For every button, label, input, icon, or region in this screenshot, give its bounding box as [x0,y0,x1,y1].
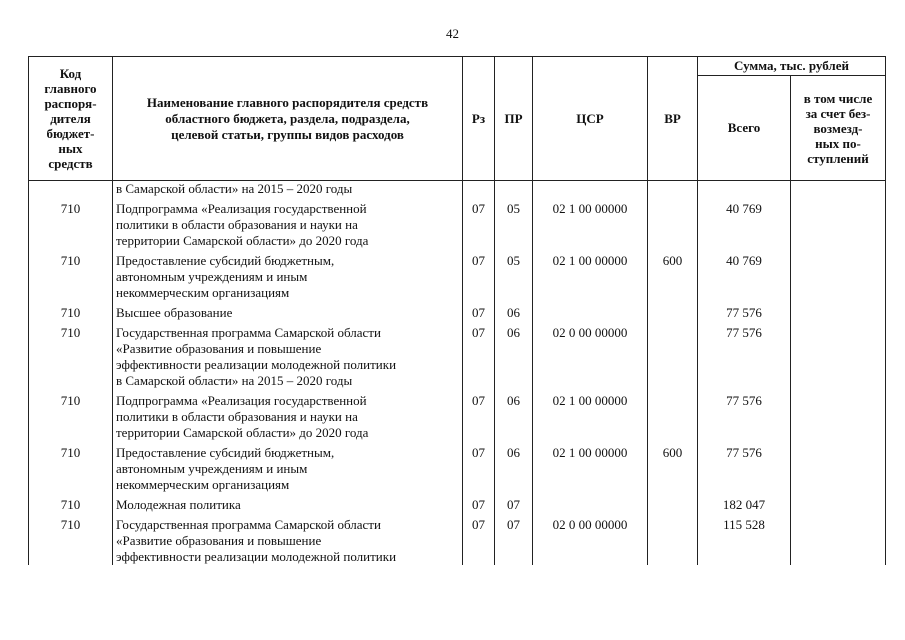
row-code: 710 [29,441,113,493]
row-vr [648,301,698,321]
row-total: 182 047 [698,493,791,513]
row-pr: 06 [495,389,533,441]
row-code: 710 [29,249,113,301]
row-code: 710 [29,197,113,249]
header-name: Наименование главного распорядителя средств областного бюджета, раздела, подраздела, целевой статьи, группы видов расходов [113,57,463,181]
row-pr: 06 [495,441,533,493]
row-total: 77 576 [698,389,791,441]
header-vr: ВР [648,57,698,181]
budget-table [28,56,886,565]
row-pr: 05 [495,197,533,249]
table-row [29,389,886,441]
row-incl [791,493,886,513]
row-incl [791,389,886,441]
row-incl [791,301,886,321]
row-pr: 07 [495,513,533,565]
header-sum: Сумма, тыс. рублей [698,57,886,76]
row-vr: 600 [648,441,698,493]
table-row [29,249,886,301]
row-incl [791,441,886,493]
continuation-text: в Самарской области» на 2015 – 2020 годы [113,181,463,198]
row-pr: 06 [495,321,533,389]
row-vr [648,197,698,249]
row-pr: 05 [495,249,533,301]
header-rz: Рз [463,57,495,181]
row-name: Предоставление субсидий бюджетным, автономным учреждениям и иным некоммерческим организациям [113,249,463,301]
table-row [29,493,886,513]
row-vr [648,493,698,513]
row-csr: 02 1 00 00000 [533,441,648,493]
row-csr: 02 1 00 00000 [533,249,648,301]
row-incl [791,249,886,301]
row-rz: 07 [463,197,495,249]
row-incl [791,321,886,389]
row-rz: 07 [463,321,495,389]
row-total: 40 769 [698,249,791,301]
row-rz: 07 [463,493,495,513]
row-vr: 600 [648,249,698,301]
row-vr [648,389,698,441]
row-rz: 07 [463,513,495,565]
row-code: 710 [29,301,113,321]
row-pr: 06 [495,301,533,321]
header-incl: в том числе за счет без- возмезд- ных по- ступлений [791,76,886,181]
row-vr [648,321,698,389]
row-total: 77 576 [698,301,791,321]
header-code: Код главного распоря- дителя бюджет- ных средств [29,57,113,181]
row-name: Подпрограмма «Реализация государственной политики в области образования и науки на территории Самарской области» до 2020 года [113,389,463,441]
row-name: Высшее образование [113,301,463,321]
row-vr [648,513,698,565]
row-name: Предоставление субсидий бюджетным, автономным учреждениям и иным некоммерческим организациям [113,441,463,493]
row-csr: 02 0 00 00000 [533,513,648,565]
table-row [29,321,886,389]
row-rz: 07 [463,389,495,441]
header-pr: ПР [495,57,533,181]
table-row [29,301,886,321]
row-rz: 07 [463,441,495,493]
table-row [29,513,886,565]
row-incl [791,513,886,565]
page-number: 42 [446,26,459,41]
row-pr: 07 [495,493,533,513]
row-total: 77 576 [698,441,791,493]
row-csr [533,493,648,513]
row-name: Молодежная политика [113,493,463,513]
continuation-row [29,181,886,198]
row-csr: 02 1 00 00000 [533,197,648,249]
row-name: Государственная программа Самарской области «Развитие образования и повышение эффективности реализации молодежной политики в Самарской области» на 2015 – 2020 годы [113,321,463,389]
table-row [29,197,886,249]
row-name: Государственная программа Самарской области «Развитие образования и повышение эффективности реализации молодежной политики [113,513,463,565]
row-csr: 02 0 00 00000 [533,321,648,389]
row-code: 710 [29,389,113,441]
header-csr: ЦСР [533,57,648,181]
header-total: Всего [698,76,791,181]
row-rz: 07 [463,301,495,321]
row-total: 40 769 [698,197,791,249]
row-code: 710 [29,321,113,389]
row-rz: 07 [463,249,495,301]
row-incl [791,197,886,249]
row-csr: 02 1 00 00000 [533,389,648,441]
row-total: 77 576 [698,321,791,389]
table-row [29,441,886,493]
row-total: 115 528 [698,513,791,565]
row-name: Подпрограмма «Реализация государственной политики в области образования и науки на территории Самарской области» до 2020 года [113,197,463,249]
row-code: 710 [29,513,113,565]
row-csr [533,301,648,321]
row-code: 710 [29,493,113,513]
